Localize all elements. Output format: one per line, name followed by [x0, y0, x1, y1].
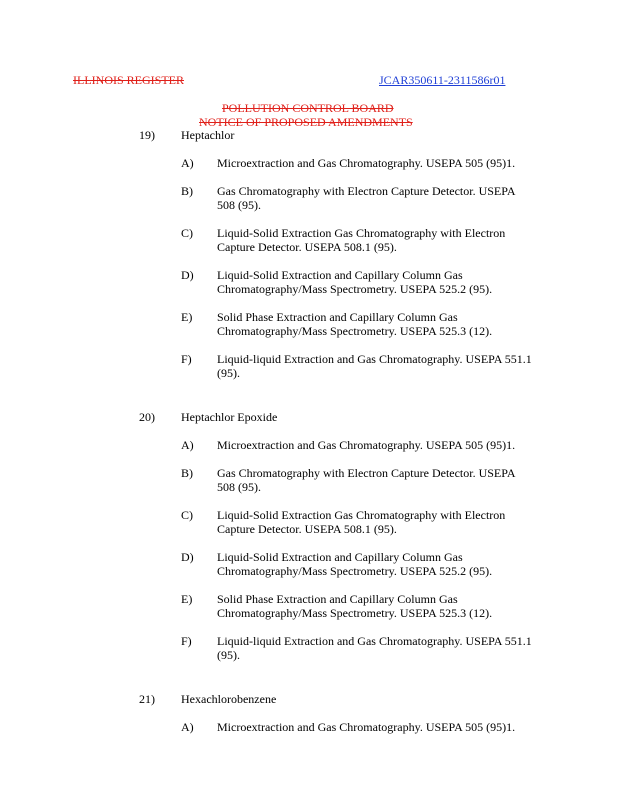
item-text-line: Microextraction and Gas Chromatography. USEPA 505 (95)1. — [217, 156, 516, 170]
item-text-line: Chromatography/Mass Spectrometry. USEPA 525.2 (95). — [217, 564, 493, 578]
item-text-line: Capture Detector. USEPA 508.1 (95). — [217, 522, 397, 536]
item-label: D) — [181, 550, 194, 564]
item-label: B) — [181, 466, 193, 480]
item-text-line: Chromatography/Mass Spectrometry. USEPA 525.2 (95). — [217, 282, 493, 296]
item-text-line: Microextraction and Gas Chromatography. USEPA 505 (95)1. — [217, 720, 516, 734]
item-label: C) — [181, 226, 193, 240]
item-text-line: (95). — [217, 648, 240, 662]
notice-title: NOTICE OF PROPOSED AMENDMENTS — [199, 115, 413, 129]
item-text-line: Chromatography/Mass Spectrometry. USEPA 525.3 (12). — [217, 324, 493, 338]
item-text-line: 508 (95). — [217, 198, 261, 212]
item-label: E) — [181, 592, 193, 606]
item-label: A) — [181, 720, 194, 734]
item-text-line: Liquid-Solid Extraction and Capillary Column Gas — [217, 550, 463, 564]
item-label: C) — [181, 508, 193, 522]
board-name: POLLUTION CONTROL BOARD — [222, 101, 394, 115]
item-text-line: Liquid-Solid Extraction Gas Chromatography with Electron — [217, 508, 506, 522]
item-label: E) — [181, 310, 193, 324]
section-title: Heptachlor — [181, 128, 235, 142]
jcar-code-suffix: r01 — [489, 73, 506, 87]
item-text-line: Liquid-Solid Extraction and Capillary Column Gas — [217, 268, 463, 282]
item-text-line: Capture Detector. USEPA 508.1 (95). — [217, 240, 397, 254]
item-text-line: Chromatography/Mass Spectrometry. USEPA 525.3 (12). — [217, 606, 493, 620]
section-number: 21) — [139, 692, 155, 706]
item-label: A) — [181, 438, 194, 452]
item-text-line: Microextraction and Gas Chromatography. USEPA 505 (95)1. — [217, 438, 516, 452]
item-label: A) — [181, 156, 194, 170]
item-text-line: Liquid-Solid Extraction Gas Chromatography with Electron — [217, 226, 506, 240]
item-label: F) — [181, 352, 192, 366]
item-label: F) — [181, 634, 192, 648]
item-text-line: Solid Phase Extraction and Capillary Column Gas — [217, 310, 458, 324]
item-label: D) — [181, 268, 194, 282]
jcar-code-main: JCAR350611-2311586 — [379, 73, 490, 87]
section-title: Heptachlor Epoxide — [181, 410, 278, 424]
item-text-line: Liquid-liquid Extraction and Gas Chromatography. USEPA 551.1 — [217, 352, 532, 366]
section-title: Hexachlorobenzene — [181, 692, 277, 706]
item-text-line: (95). — [217, 366, 240, 380]
item-text-line: Gas Chromatography with Electron Capture Detector. USEPA — [217, 184, 516, 198]
section-number: 19) — [139, 128, 155, 142]
item-label: B) — [181, 184, 193, 198]
item-text-line: Gas Chromatography with Electron Capture Detector. USEPA — [217, 466, 516, 480]
item-text-line: Solid Phase Extraction and Capillary Column Gas — [217, 592, 458, 606]
item-text-line: Liquid-liquid Extraction and Gas Chromatography. USEPA 551.1 — [217, 634, 532, 648]
register-header: ILLINOIS REGISTER — [73, 73, 184, 87]
jcar-code — [379, 73, 505, 88]
section-number: 20) — [139, 410, 155, 424]
item-text-line: 508 (95). — [217, 480, 261, 494]
